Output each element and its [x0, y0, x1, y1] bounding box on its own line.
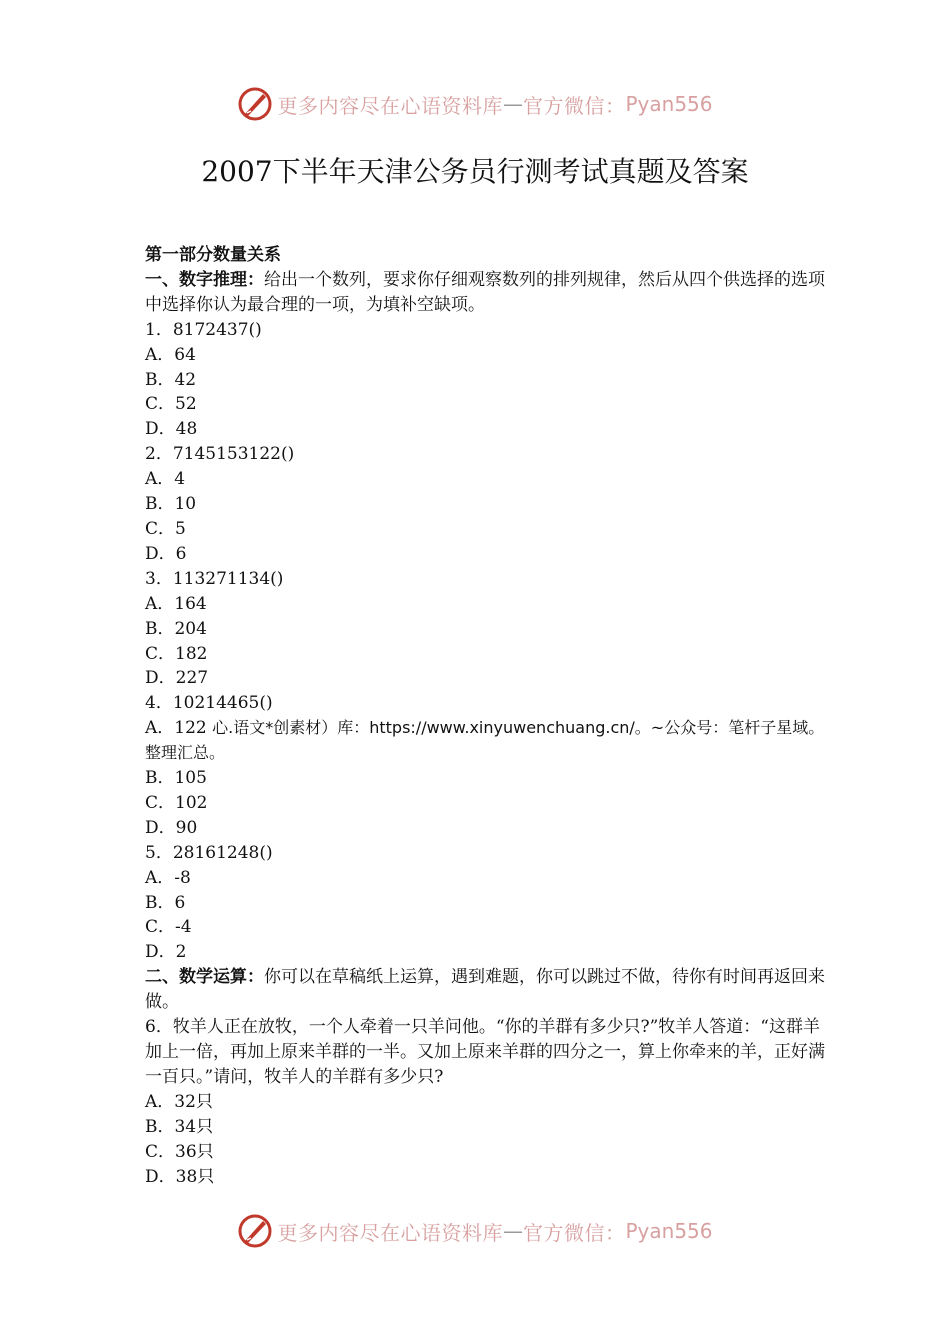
footer-wechat-label: 官方微信：	[522, 1220, 626, 1245]
part1-intro	[145, 268, 825, 318]
part2-intro	[145, 965, 825, 1015]
question-6: 6．牧羊人正在放牧，一个人牵着一只羊问他。“你的羊群有多少只?”牧羊人答道：“这群羊加上一倍，再加上原来羊群的一半。又加上原来羊群的四分之一，算上你牵来的羊，正好满一百只。”请问，牧羊人的羊群有多少只?	[145, 1017, 825, 1087]
q4-option-a	[145, 716, 825, 766]
q3-option-c: C．182	[145, 643, 208, 664]
q5-option-a: A．-8	[145, 867, 191, 888]
q1-option-d: D．48	[145, 419, 198, 440]
footer-banner	[0, 1211, 950, 1251]
q1-option-c: C．52	[145, 394, 197, 415]
q4-option-d: D．90	[145, 817, 198, 838]
footer-banner-text: 更多内容尽在心语资料库	[277, 1220, 503, 1245]
footer-banner-separator: —	[502, 1219, 523, 1243]
q2-option-b: B．10	[145, 494, 197, 515]
footer-wechat-id: Pyan556	[625, 1219, 713, 1243]
q5-option-c: C．-4	[145, 917, 192, 938]
q1-option-b: B．42	[145, 369, 197, 390]
q6-option-c: C．36只	[145, 1141, 214, 1162]
document-body	[145, 243, 825, 1189]
q4-option-b: B．105	[145, 768, 207, 789]
quill-logo-icon	[237, 1213, 273, 1249]
q1-option-a: A．64	[145, 344, 196, 365]
section-heading: 第一部分数量关系	[145, 245, 281, 265]
question-2: 2．7145153122()	[145, 444, 295, 465]
q4-source-note: 心.语文*创素材）库：https://www.xinyuwenchuang.cn/。~公众号：笔杆子星域。整理汇总。	[145, 718, 825, 763]
q2-option-d: D．6	[145, 543, 187, 564]
question-5: 5．28161248()	[145, 842, 273, 863]
banner-wechat-label: 官方微信：	[522, 93, 626, 118]
part2-label: 二、数学运算：	[145, 967, 264, 988]
question-4: 4．10214465()	[145, 693, 273, 714]
q6-option-a: A．32只	[145, 1091, 213, 1112]
q5-option-b: B．6	[145, 892, 186, 913]
header-banner	[0, 84, 950, 124]
q3-option-b: B．204	[145, 618, 207, 639]
q4-option-a-prefix: A．122	[145, 718, 213, 739]
question-1: 1．8172437()	[145, 319, 262, 340]
part1-label: 一、数字推理：	[145, 269, 264, 290]
q5-option-d: D．2	[145, 942, 187, 963]
q6-option-b: B．34只	[145, 1116, 214, 1137]
q2-option-a: A．4	[145, 469, 186, 490]
banner-separator: —	[502, 92, 523, 116]
q4-option-c: C．102	[145, 792, 208, 813]
part1-text: 给出一个数列，要求你仔细观察数列的排列规律，然后从四个供选择的选项中选择你认为最合理的一项，为填补空缺项。	[145, 269, 825, 315]
banner-wechat-id: Pyan556	[625, 92, 713, 116]
document-title: 2007下半年天津公务员行测考试真题及答案	[201, 155, 749, 188]
q6-option-d: D．38只	[145, 1166, 215, 1187]
q3-option-a: A．164	[145, 593, 207, 614]
q3-option-d: D．227	[145, 668, 209, 689]
question-3: 3．113271134()	[145, 568, 284, 589]
quill-logo-icon	[237, 86, 273, 122]
part2-text: 你可以在草稿纸上运算，遇到难题，你可以跳过不做，待你有时间再返回来做。	[145, 967, 825, 1013]
q2-option-c: C．5	[145, 518, 186, 539]
banner-text: 更多内容尽在心语资料库	[277, 93, 503, 118]
